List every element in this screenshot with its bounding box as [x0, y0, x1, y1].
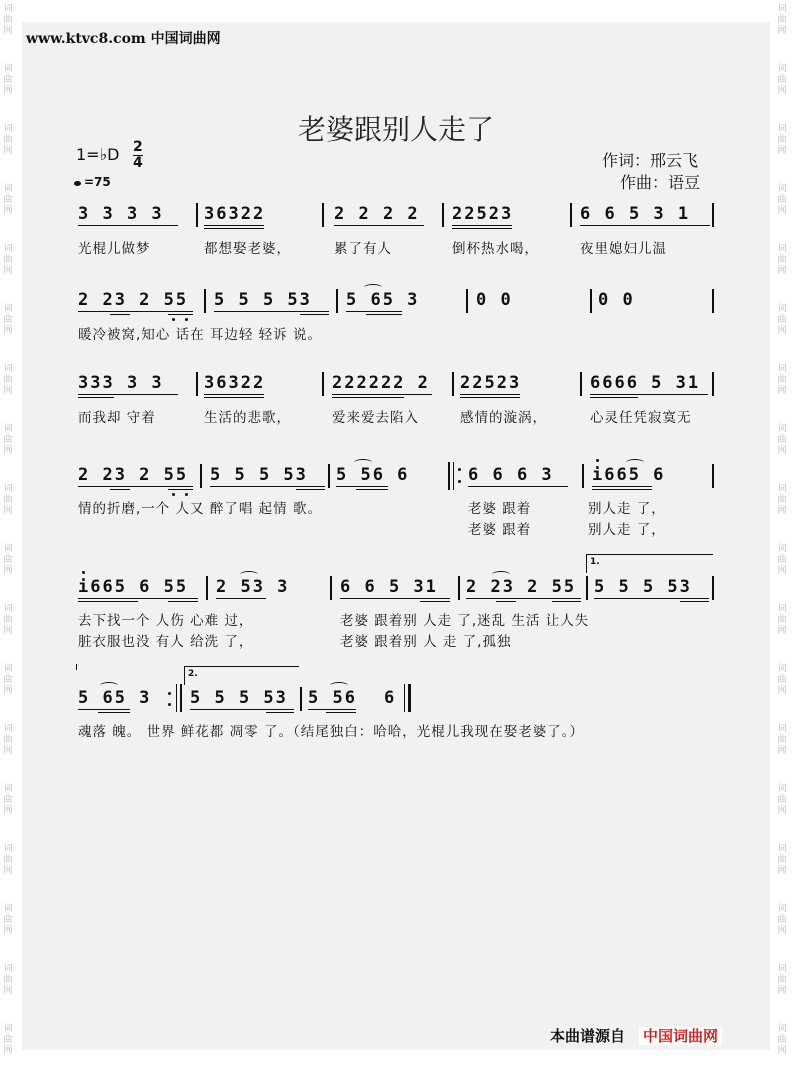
barline [328, 464, 330, 488]
watermark-text: 词 曲 网 [3, 1024, 13, 1056]
lyric: 魂落 魄。 世界 鲜花都 凋零 了。（结尾独白：哈哈，光棍儿我现在娶老婆了。） [78, 724, 584, 740]
underline [590, 397, 638, 398]
underline [300, 314, 329, 315]
barline [590, 289, 592, 313]
underline [110, 314, 130, 315]
watermark-text: 词 曲 网 [777, 304, 787, 336]
measure: 5 5 5 53 [214, 290, 312, 310]
lyric: 感情的漩涡， [460, 410, 547, 426]
source-footer [550, 1025, 722, 1046]
watermark-text: 词 曲 网 [3, 964, 13, 996]
repeat-end-thick [180, 684, 182, 712]
measure: 5 5 5 53 [190, 688, 288, 708]
underline [340, 598, 450, 599]
lyric: 心灵任凭寂寞无 [590, 410, 692, 426]
underline [204, 225, 264, 226]
barline [458, 576, 460, 600]
measure: 6666 5 31 [590, 373, 701, 393]
watermark-right [774, 0, 792, 1072]
measure: 36322 [204, 373, 266, 393]
low-octave-dot [172, 493, 175, 496]
measure: 5 5 5 53 [594, 577, 692, 597]
repeat-start-thin [453, 462, 454, 490]
watermark-text: 词 曲 网 [3, 4, 13, 36]
watermark-text: 词 曲 网 [777, 664, 787, 696]
final-barline-thick [408, 684, 411, 712]
measure: 2 53 3 [216, 577, 290, 597]
lyricist: 作词：邢云飞 [602, 151, 699, 170]
quarter-note-icon [74, 181, 81, 186]
watermark-text: 词 曲 网 [3, 724, 13, 756]
underline [78, 394, 178, 395]
measure: 6 6 5 3 1 [580, 204, 691, 224]
underline [78, 709, 130, 710]
measure: 222222 2 [332, 373, 430, 393]
lyric: 夜里媳妇儿温 [580, 241, 667, 257]
repeat-dot [168, 692, 171, 695]
measure: 0 0 [476, 290, 513, 310]
tempo-value: =75 [84, 175, 111, 189]
watermark-text: 词 曲 网 [777, 724, 787, 756]
underline [680, 601, 709, 602]
underline [468, 486, 568, 487]
first-ending-bracket [586, 554, 713, 573]
underline [592, 489, 652, 490]
underline [266, 712, 294, 713]
low-octave-dot [185, 318, 188, 321]
underline [210, 486, 325, 487]
underline [308, 709, 356, 710]
slur [100, 682, 118, 689]
lyric: 都想娶老婆， [204, 241, 291, 257]
measure: 5 56 [308, 688, 357, 708]
underline [168, 489, 193, 490]
measure: 2 23 2 55 [78, 290, 189, 310]
underline [366, 314, 402, 315]
watermark-text: 词 曲 网 [3, 844, 13, 876]
lyric: 光棍儿做梦 [78, 241, 151, 257]
measure: 22523 [452, 204, 514, 224]
second-ending-bracket [184, 666, 299, 685]
lyric: 爱来爱去陷入 [332, 410, 419, 426]
underline [296, 489, 325, 490]
high-octave-dot [82, 571, 85, 574]
measure: i665 6 [592, 465, 666, 485]
watermark-text: 词 曲 网 [777, 544, 787, 576]
barline [300, 687, 302, 711]
underline [334, 225, 424, 226]
barline [330, 576, 332, 600]
watermark-text: 词 曲 网 [777, 1024, 787, 1056]
slur [240, 571, 258, 578]
underline [98, 712, 130, 713]
lyric: 倒杯热水喝， [452, 241, 539, 257]
watermark-text: 词 曲 网 [3, 184, 13, 216]
watermark-text: 词 曲 网 [3, 244, 13, 276]
barline [586, 576, 588, 600]
barline [712, 289, 714, 313]
lyric: 老婆 跟着 [468, 522, 532, 538]
slur [364, 284, 382, 291]
watermark-text: 词 曲 网 [3, 364, 13, 396]
lyric: 去下找一个 人伤 心难 过， [78, 613, 254, 629]
watermark-text: 词 曲 网 [777, 64, 787, 96]
lyric: 情的折磨,一个 人又 醉了唱 起情 歌。 [78, 501, 322, 517]
high-octave-dot [596, 459, 599, 462]
watermark-text: 词 曲 网 [777, 184, 787, 216]
underline [590, 394, 708, 395]
measure: 5 65 3 [346, 290, 420, 310]
underline [496, 601, 516, 602]
measure: 2 2 2 2 [334, 204, 420, 224]
lyric: 累了有人 [334, 241, 392, 257]
barline [442, 203, 444, 227]
watermark-text: 词 曲 网 [777, 124, 787, 156]
tick-mark [76, 664, 77, 670]
tempo-marking [74, 175, 111, 189]
measure: 5 5 5 53 [210, 465, 308, 485]
underline [420, 601, 450, 602]
underline [78, 225, 178, 226]
underline [580, 225, 710, 226]
underline [332, 394, 432, 395]
underline [346, 311, 402, 312]
underline [190, 709, 294, 710]
song-title: 老婆跟别人走了 [297, 113, 494, 146]
watermark-text: 词 曲 网 [777, 424, 787, 456]
barline [712, 576, 714, 600]
barline [322, 203, 324, 227]
underline [204, 394, 264, 395]
low-octave-dot [185, 493, 188, 496]
measure: 0 0 [598, 290, 635, 310]
barline [204, 289, 206, 313]
key-signature: 1=♭D [76, 145, 120, 164]
lyric: 别人走 了， [588, 522, 666, 538]
lyric: 暖冷被窝,知心 话在 耳边轻 轻诉 说。 [78, 327, 322, 343]
barline [570, 203, 572, 227]
repeat-dot [168, 703, 171, 706]
watermark-text: 词 曲 网 [777, 604, 787, 636]
barline [322, 372, 324, 396]
barline [200, 464, 202, 488]
slur [492, 571, 510, 578]
underline [326, 712, 356, 713]
barline [452, 372, 454, 396]
measure: 6 6 6 3 [468, 465, 554, 485]
footer-site-link[interactable]: 中国词曲网 [639, 1027, 722, 1045]
meter-top: 2 [133, 139, 143, 155]
watermark-text: 词 曲 网 [3, 124, 13, 156]
final-barline-thin [404, 684, 405, 712]
second-ending-number: 2. [188, 669, 198, 679]
underline [110, 489, 130, 490]
barline [712, 464, 714, 488]
measure: 22523 [460, 373, 522, 393]
meter-bottom: 4 [133, 155, 143, 171]
measure: 2 23 2 55 [466, 577, 577, 597]
slur [626, 459, 644, 466]
watermark-text: 词 曲 网 [3, 784, 13, 816]
low-octave-dot [172, 318, 175, 321]
repeat-dot [458, 480, 461, 483]
repeat-start-thick [448, 462, 450, 490]
barline [196, 203, 198, 227]
underline [460, 394, 520, 395]
lyric: 别人走 了， [588, 501, 666, 517]
measure: 6 [384, 688, 397, 708]
measure: 3 3 3 3 [78, 204, 164, 224]
underline [216, 598, 266, 599]
underline [460, 397, 520, 398]
underline [78, 397, 114, 398]
repeat-end-thin [176, 684, 177, 712]
lyric: 生活的悲歌， [204, 410, 291, 426]
underline [592, 486, 652, 487]
watermark-left [0, 0, 18, 1072]
measure: 36322 [204, 204, 266, 224]
footer-source: 本曲谱源自 [550, 1027, 626, 1045]
measure: 5 56 6 [336, 465, 410, 485]
watermark-text: 词 曲 网 [777, 904, 787, 936]
time-signature [133, 140, 143, 171]
underline [332, 397, 404, 398]
watermark-text: 词 曲 网 [3, 424, 13, 456]
underline [594, 598, 709, 599]
watermark-text: 词 曲 网 [777, 964, 787, 996]
barline [336, 289, 338, 313]
watermark-text: 词 曲 网 [3, 664, 13, 696]
lyric: 脏衣服也没 有人 给洗 了， [78, 634, 254, 650]
site-header: www.ktvc8.com 中国词曲网 [26, 31, 221, 47]
underline [214, 311, 329, 312]
underline [356, 489, 388, 490]
underline [204, 397, 264, 398]
lyric: 老婆 跟着别 人 走 了,孤独 [340, 634, 512, 650]
underline [452, 225, 512, 226]
measure: 2 23 2 55 [78, 465, 189, 485]
watermark-text: 词 曲 网 [3, 544, 13, 576]
underline [78, 486, 193, 487]
barline [580, 372, 582, 396]
watermark-text: 词 曲 网 [777, 844, 787, 876]
underline [336, 486, 388, 487]
measure: 5 65 3 [78, 688, 152, 708]
first-ending-number: 1. [590, 557, 600, 567]
measure: i665 6 55 [78, 577, 189, 597]
watermark-text: 词 曲 网 [777, 784, 787, 816]
slur [330, 682, 348, 689]
underline [168, 601, 198, 602]
watermark-text: 词 曲 网 [3, 304, 13, 336]
watermark-text: 词 曲 网 [777, 4, 787, 36]
watermark-text: 词 曲 网 [777, 364, 787, 396]
lyric: 老婆 跟着别 人走 了,迷乱 生活 让人失 [340, 613, 590, 629]
underline [452, 228, 512, 229]
barline [712, 372, 714, 396]
watermark-text: 词 曲 网 [3, 484, 13, 516]
underline [78, 601, 138, 602]
underline [78, 598, 198, 599]
underline [466, 598, 581, 599]
lyric: 而我却 守着 [78, 410, 156, 426]
watermark-text: 词 曲 网 [3, 64, 13, 96]
watermark-text: 词 曲 网 [777, 244, 787, 276]
barline [712, 203, 714, 227]
barline [206, 576, 208, 600]
barline [466, 289, 468, 313]
barline [196, 372, 198, 396]
watermark-text: 词 曲 网 [3, 904, 13, 936]
lyric: 老婆 跟着 [468, 501, 532, 517]
underline [552, 601, 581, 602]
measure: 6 6 5 31 [340, 577, 438, 597]
underline [78, 311, 193, 312]
repeat-dot [458, 468, 461, 471]
barline [582, 464, 584, 488]
watermark-text: 词 曲 网 [777, 484, 787, 516]
measure: 333 3 3 [78, 373, 164, 393]
underline [168, 314, 193, 315]
composer: 作曲：语豆 [620, 173, 701, 192]
slur [354, 459, 372, 466]
underline [204, 228, 264, 229]
watermark-text: 词 曲 网 [3, 604, 13, 636]
